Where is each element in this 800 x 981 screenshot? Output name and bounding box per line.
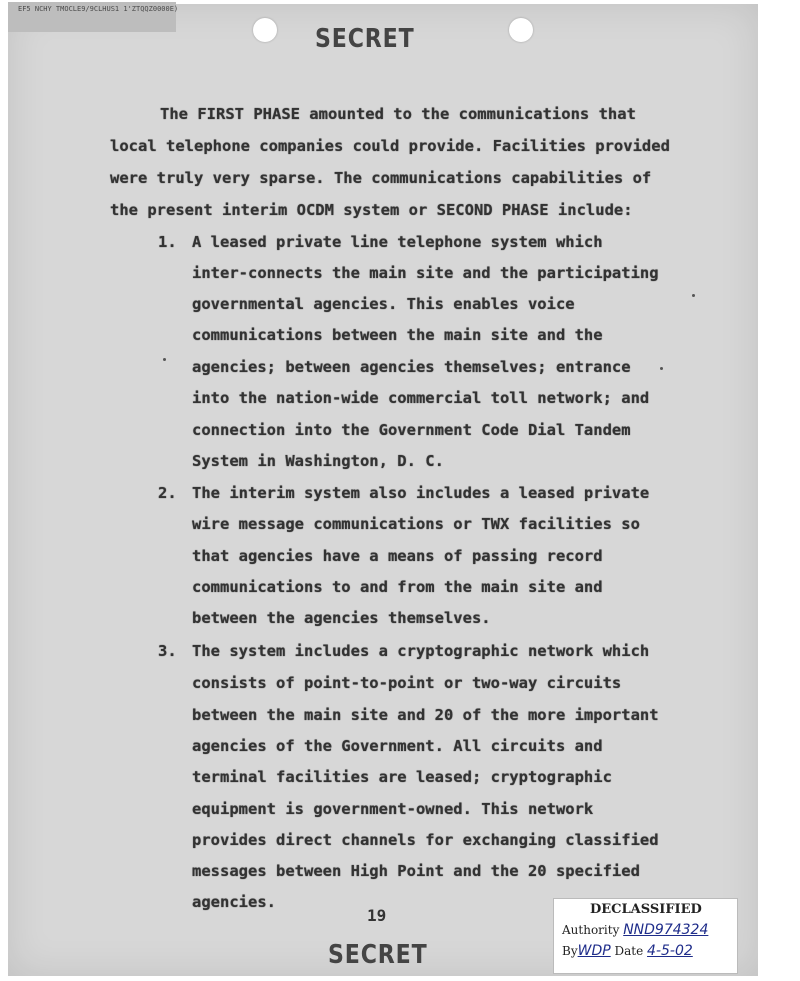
scan-margin (758, 0, 800, 981)
list-item-number: 2. (158, 484, 177, 502)
list-item-line: governmental agencies. This enables voice (192, 295, 575, 313)
list-item-number: 1. (158, 233, 177, 251)
stamp-by-value: WDP (577, 943, 611, 959)
list-item-line: consists of point-to-point or two-way circuits (192, 674, 622, 692)
page-number: 19 (367, 906, 387, 925)
list-item-line: equipment is government-owned. This network (192, 800, 594, 818)
classification-top: SECRET (315, 24, 415, 54)
intro-line: The FIRST PHASE amounted to the communications that (160, 105, 636, 123)
list-item-line: communications to and from the main site and (192, 578, 603, 596)
stamp-date-label: Date (614, 944, 644, 958)
stamp-by-label: By (562, 944, 578, 958)
stamp-authority-label: Authority (562, 923, 620, 937)
stamp-date-value: 4-5-02 (647, 943, 693, 959)
scan-margin-bottom (0, 976, 800, 981)
scan-header-text: EF5 NCHY TMOCLE9/9CLHUS1 1'ZTQQZ0000E) (18, 5, 179, 13)
scan-speck (692, 294, 695, 297)
stamp-authority (562, 922, 708, 938)
list-item-line: agencies of the Government. All circuits and (192, 737, 603, 755)
list-item-line: provides direct channels for exchanging classified (192, 831, 659, 849)
intro-line: local telephone companies could provide. Facilities provided (110, 137, 670, 155)
scan-header-strip (8, 2, 179, 32)
list-item-line: between the agencies themselves. (192, 609, 491, 627)
list-item-line: connection into the Government Code Dial Tandem (192, 421, 631, 439)
list-item-line: The system includes a cryptographic network which (192, 642, 650, 660)
punch-hole-right (509, 18, 533, 42)
stamp-authority-value: NND974324 (623, 922, 709, 938)
punch-hole-left (253, 18, 277, 42)
scan-speck (163, 358, 166, 361)
list-item-line: The interim system also includes a leased private (192, 484, 650, 502)
list-item-line: agencies. (192, 893, 276, 911)
list-item-line: terminal facilities are leased; cryptographic (192, 768, 612, 786)
list-item-line: that agencies have a means of passing record (192, 547, 603, 565)
intro-line: the present interim OCDM system or SECOND PHASE include: (110, 201, 633, 219)
intro-line: were truly very sparse. The communications capabilities of (110, 169, 652, 187)
list-item-line: agencies; between agencies themselves; entrance (192, 358, 631, 376)
list-item-line: System in Washington, D. C. (192, 452, 444, 470)
stamp-title: DECLASSIFIED (590, 902, 702, 917)
list-item-number: 3. (158, 642, 177, 660)
list-item-line: into the nation-wide commercial toll network; and (192, 389, 650, 407)
stamp-by-date (562, 943, 693, 959)
list-item-line: communications between the main site and the (192, 326, 603, 344)
classification-bottom: SECRET (328, 940, 428, 970)
list-item-line: messages between High Point and the 20 specified (192, 862, 640, 880)
list-item-line: A leased private line telephone system which (192, 233, 603, 251)
scan-speck (660, 367, 663, 370)
list-item-line: between the main site and 20 of the more important (192, 706, 659, 724)
list-item-line: inter-connects the main site and the participating (192, 264, 659, 282)
list-item-line: wire message communications or TWX facilities so (192, 515, 640, 533)
